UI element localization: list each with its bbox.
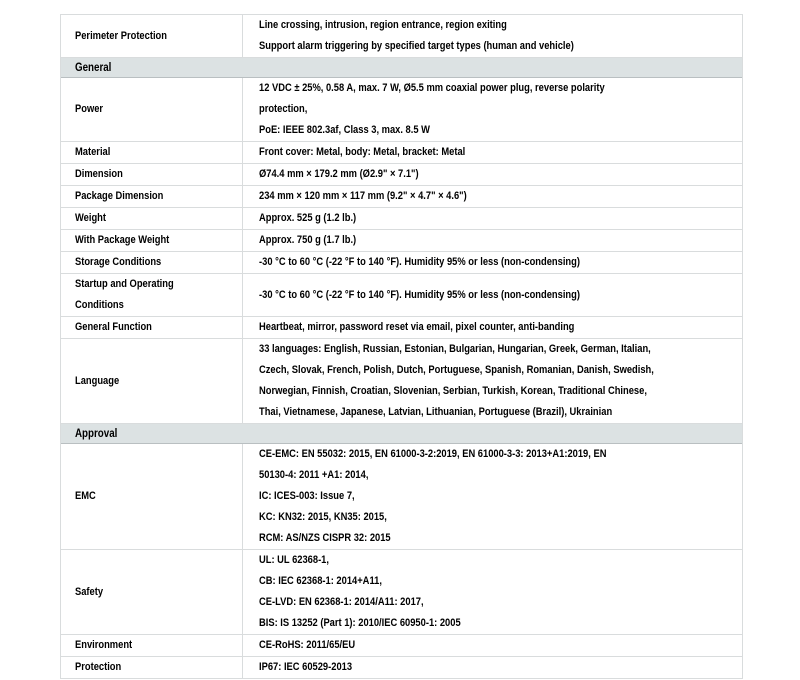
spec-label-weight: [61, 208, 243, 229]
spec-row-general-function: [61, 317, 742, 339]
spec-table: [60, 14, 743, 679]
spec-value-line: RCM: AS/NZS CISPR 32: 2015: [259, 532, 391, 544]
spec-value-line: CE-LVD: EN 62368-1: 2014/A11: 2017,: [259, 596, 424, 608]
spec-value-line: BIS: IS 13252 (Part 1): 2010/IEC 60950-1: 2005: [259, 617, 461, 629]
spec-value-line: CE-RoHS: 2011/65/EU: [259, 639, 356, 651]
spec-label-emc: [61, 444, 243, 549]
spec-label-line: Power: [75, 103, 104, 115]
spec-value-protection: [243, 657, 742, 678]
spec-value-line: Front cover: Metal, body: Metal, bracket: Metal: [259, 146, 466, 158]
spec-label-startup-and-operating: [61, 274, 243, 316]
spec-value-storage-conditions: [243, 252, 742, 273]
section-title-approval: Approval: [75, 427, 118, 440]
spec-label-package-dimension: [61, 186, 243, 207]
spec-value-line: Heartbeat, mirror, password reset via email, pixel counter, anti-banding: [259, 321, 575, 333]
spec-label-line: Storage Conditions: [75, 256, 162, 268]
spec-value-line: -30 °C to 60 °C (-22 °F to 140 °F). Humidity 95% or less (non-condensing): [259, 288, 580, 301]
spec-value-line: 234 mm × 120 mm × 117 mm (9.2" × 4.7" × 4.6"): [259, 190, 467, 202]
spec-value-line: PoE: IEEE 802.3af, Class 3, max. 8.5 W: [259, 124, 430, 136]
spec-value-line: protection,: [259, 103, 308, 115]
spec-value-line: Norwegian, Finnish, Croatian, Slovenian, Serbian, Turkish, Korean, Traditional Chinese,: [259, 385, 647, 397]
spec-value-line: KC: KN32: 2015, KN35: 2015,: [259, 511, 387, 523]
spec-label-line: Environment: [75, 639, 133, 651]
spec-label-line: General Function: [75, 321, 152, 333]
spec-label-perimeter-protection: [61, 15, 243, 57]
spec-value-safety: [243, 550, 742, 634]
spec-value-line: -30 °C to 60 °C (-22 °F to 140 °F). Humidity 95% or less (non-condensing): [259, 256, 580, 268]
spec-row-emc: [61, 444, 742, 550]
spec-value-line: Approx. 525 g (1.2 lb.): [259, 212, 357, 224]
spec-row-with-package-weight: [61, 230, 742, 252]
spec-value-dimension: [243, 164, 742, 185]
spec-row-storage-conditions: [61, 252, 742, 274]
spec-label-language: [61, 339, 243, 423]
spec-value-line: Line crossing, intrusion, region entrance, region exiting: [259, 19, 507, 31]
spec-label-protection: [61, 657, 243, 678]
spec-row-perimeter-protection: [61, 15, 742, 58]
spec-value-line: Approx. 750 g (1.7 lb.): [259, 234, 357, 246]
spec-label-material: [61, 142, 243, 163]
spec-value-perimeter-protection: [243, 15, 742, 57]
spec-value-line: IC: ICES-003: Issue 7,: [259, 490, 355, 502]
spec-label-storage-conditions: [61, 252, 243, 273]
spec-value-line: UL: UL 62368-1,: [259, 554, 329, 566]
spec-value-line: Czech, Slovak, French, Polish, Dutch, Portuguese, Spanish, Romanian, Danish, Swedish,: [259, 364, 654, 376]
spec-label-power: [61, 78, 243, 141]
spec-row-language: [61, 339, 742, 424]
spec-label-line: Protection: [75, 661, 122, 673]
spec-label-with-package-weight: [61, 230, 243, 251]
spec-label-line: Package Dimension: [75, 190, 164, 202]
spec-row-power: [61, 78, 742, 142]
spec-label-dimension: [61, 164, 243, 185]
section-title-general: General: [75, 61, 112, 74]
spec-value-startup-and-operating: [243, 274, 742, 316]
spec-label-line: Weight: [75, 212, 106, 224]
spec-value-weight: [243, 208, 742, 229]
spec-value-line: 33 languages: English, Russian, Estonian, Bulgarian, Hungarian, Greek, German, Italian,: [259, 343, 651, 355]
spec-label-environment: [61, 635, 243, 656]
spec-label-line: Startup and Operating: [75, 278, 174, 290]
spec-label-line: Language: [75, 374, 120, 387]
spec-row-material: [61, 142, 742, 164]
spec-value-line: 12 VDC ± 25%, 0.58 A, max. 7 W, Ø5.5 mm coaxial power plug, reverse polarity: [259, 82, 605, 94]
spec-value-general-function: [243, 317, 742, 338]
spec-value-line: 50130-4: 2011 +A1: 2014,: [259, 469, 369, 481]
spec-value-with-package-weight: [243, 230, 742, 251]
spec-value-line: Ø74.4 mm × 179.2 mm (Ø2.9" × 7.1"): [259, 168, 419, 180]
spec-value-package-dimension: [243, 186, 742, 207]
section-header-approval: [61, 424, 742, 444]
section-header-general: [61, 58, 742, 78]
spec-value-emc: [243, 444, 742, 549]
spec-value-line: CE-EMC: EN 55032: 2015, EN 61000-3-2:2019, EN 61000-3-3: 2013+A1:2019, EN: [259, 448, 607, 460]
spec-label-line: Safety: [75, 585, 104, 598]
spec-row-startup-and-operating: [61, 274, 742, 317]
spec-row-environment: [61, 635, 742, 657]
spec-label-line: Conditions: [75, 299, 124, 311]
spec-value-line: Support alarm triggering by specified target types (human and vehicle): [259, 40, 574, 52]
spec-row-dimension: [61, 164, 742, 186]
spec-value-power: [243, 78, 742, 141]
spec-label-line: Dimension: [75, 168, 123, 180]
spec-value-line: IP67: IEC 60529-2013: [259, 661, 353, 673]
spec-row-protection: [61, 657, 742, 678]
spec-value-line: Thai, Vietnamese, Japanese, Latvian, Lithuanian, Portuguese (Brazil), Ukrainian: [259, 406, 613, 418]
spec-row-weight: [61, 208, 742, 230]
spec-value-language: [243, 339, 742, 423]
spec-row-package-dimension: [61, 186, 742, 208]
spec-label-line: Perimeter Protection: [75, 29, 167, 42]
spec-label-line: Material: [75, 146, 111, 158]
spec-label-general-function: [61, 317, 243, 338]
spec-value-line: CB: IEC 62368-1: 2014+A11,: [259, 575, 382, 587]
spec-value-material: [243, 142, 742, 163]
spec-label-line: With Package Weight: [75, 234, 170, 246]
spec-label-safety: [61, 550, 243, 634]
spec-value-environment: [243, 635, 742, 656]
spec-row-safety: [61, 550, 742, 635]
spec-label-line: EMC: [75, 490, 96, 502]
